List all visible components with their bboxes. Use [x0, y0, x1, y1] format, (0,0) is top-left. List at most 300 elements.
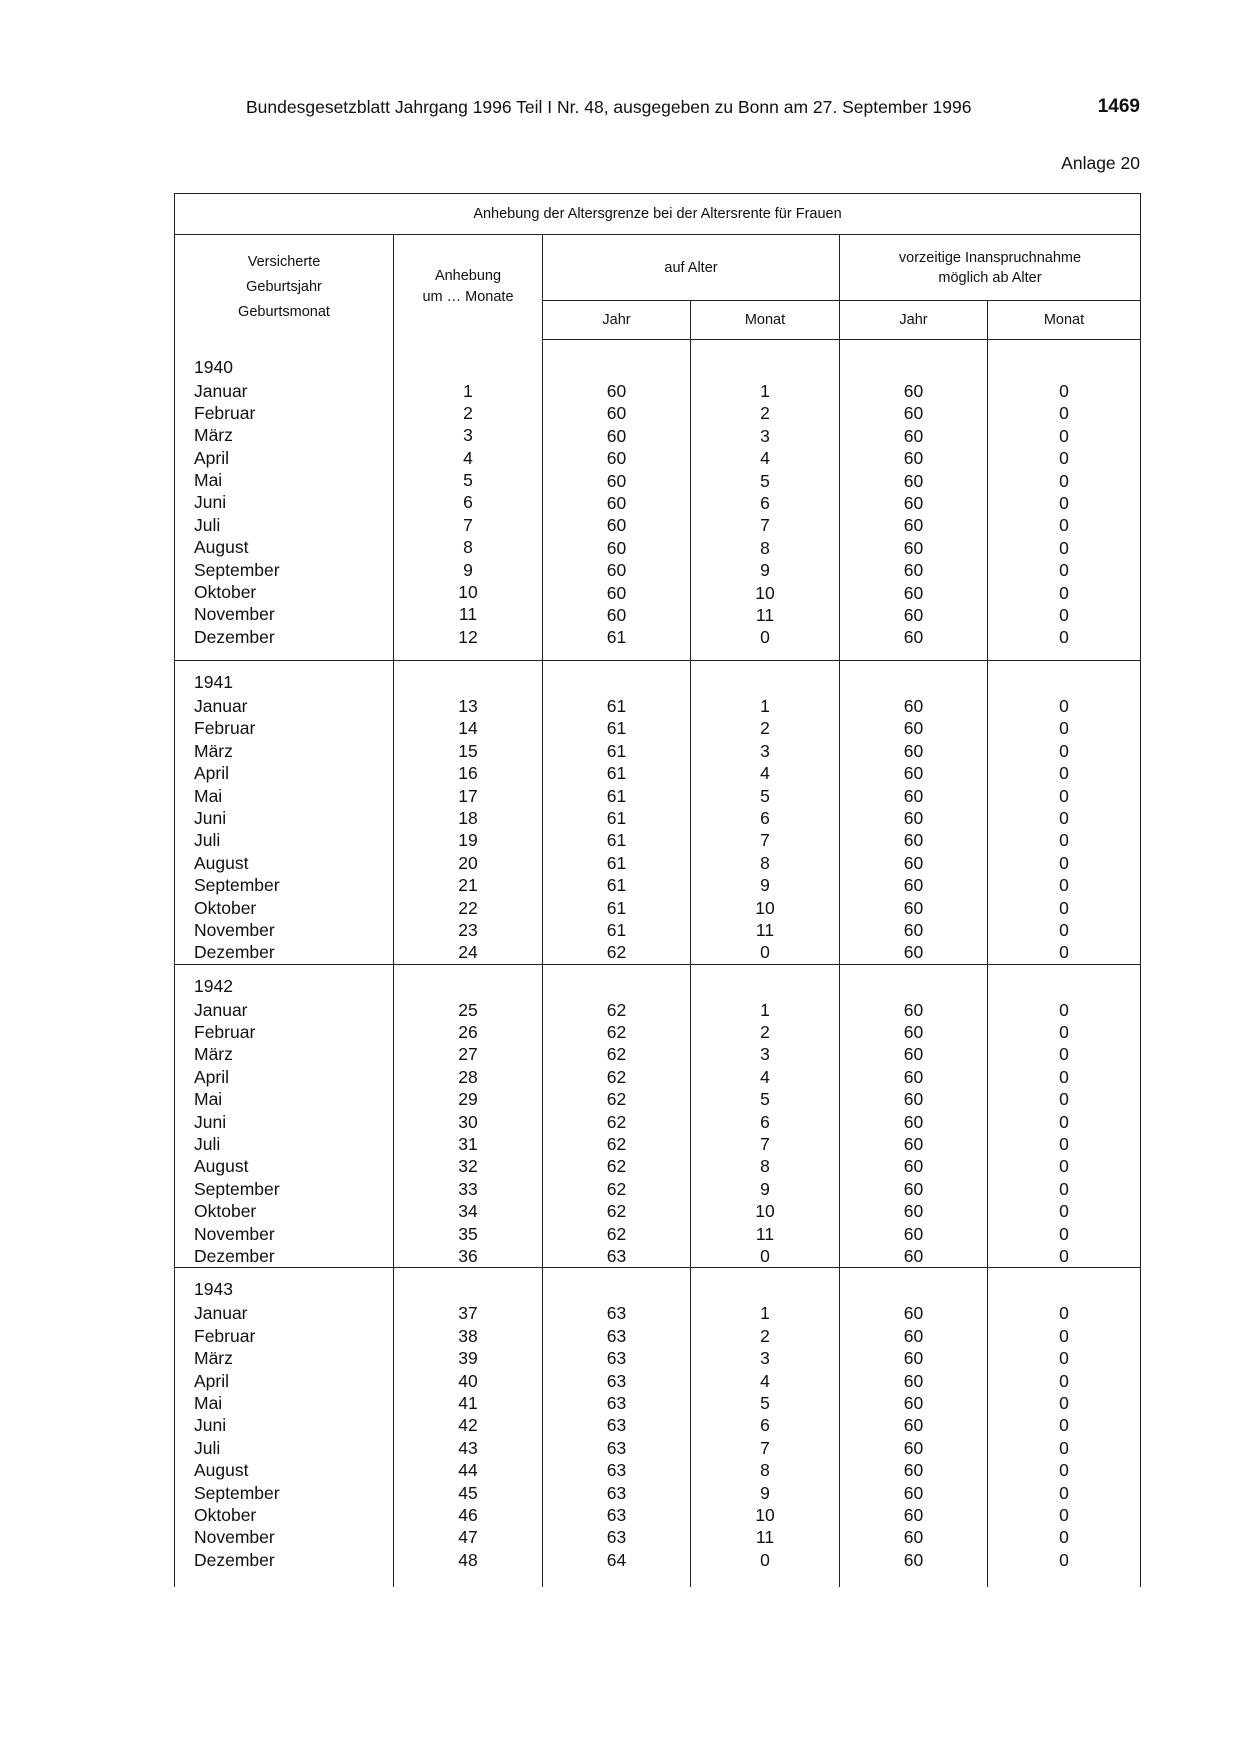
value-cell: 47: [458, 1527, 478, 1548]
month-cell: Februar: [194, 1325, 256, 1346]
value-cell: 0: [760, 627, 770, 648]
value-cell: 60: [903, 1460, 924, 1481]
value-cell: 6: [760, 1415, 770, 1436]
value-cell: 6: [760, 492, 770, 513]
value-cell: 0: [1059, 1392, 1069, 1413]
value-cell: 60: [903, 1549, 924, 1570]
value-cell: 10: [755, 897, 775, 918]
year-label: 1941: [194, 672, 233, 692]
col-vorzeitig-monat: [988, 964, 1141, 1268]
value-cell: 0: [1059, 1223, 1069, 1244]
value-cell: 8: [760, 1156, 770, 1177]
value-cell: 62: [606, 1022, 627, 1043]
value-cell: 38: [458, 1325, 478, 1346]
value-cell: 6: [760, 807, 770, 828]
value-cell: 0: [1059, 1111, 1069, 1132]
value-cell: 63: [606, 1303, 627, 1324]
col-vorzeitig-jahr: [840, 661, 988, 965]
value-cell: 60: [903, 785, 924, 806]
month-cell: März: [194, 740, 233, 761]
value-cell: 1: [760, 1303, 770, 1324]
value-cell: 60: [903, 1066, 924, 1087]
col-anhebung: [394, 964, 543, 1268]
year-label: 1940: [194, 356, 233, 377]
value-cell: 2: [760, 718, 770, 739]
value-cell: 0: [1059, 537, 1069, 558]
value-cell: 62: [606, 1134, 627, 1155]
value-cell: 60: [903, 1178, 924, 1199]
month-cell: August: [194, 1460, 249, 1481]
value-cell: 46: [458, 1504, 478, 1525]
value-cell: 0: [1059, 1303, 1069, 1324]
value-cell: 11: [458, 604, 478, 625]
month-cell: Juli: [194, 1134, 221, 1155]
header-versicherte: [175, 235, 394, 340]
value-cell: 60: [903, 1134, 924, 1155]
value-cell: 9: [760, 875, 770, 896]
value-cell: 0: [1059, 785, 1069, 806]
value-cell: 60: [903, 537, 924, 558]
value-cell: 0: [1059, 919, 1069, 940]
value-cell: 60: [606, 604, 627, 625]
value-cell: 62: [606, 1178, 627, 1199]
value-cell: 61: [606, 875, 627, 896]
value-cell: 0: [1059, 1089, 1069, 1110]
value-cell: 2: [760, 1022, 770, 1043]
value-cell: 0: [1059, 1178, 1069, 1199]
value-cell: 6: [463, 492, 473, 513]
col-anhebung: [394, 1268, 543, 1588]
value-cell: 0: [1059, 1348, 1069, 1369]
month-cell: April: [194, 1370, 230, 1391]
value-cell: 60: [903, 1201, 924, 1222]
value-cell: 60: [903, 627, 924, 648]
value-cell: 8: [760, 852, 770, 873]
value-cell: 63: [606, 1348, 627, 1369]
value-cell: 60: [903, 492, 924, 513]
header-auf-alter: auf Alter: [543, 235, 840, 301]
value-cell: 60: [903, 1348, 924, 1369]
value-cell: 64: [606, 1549, 627, 1570]
value-cell: 4: [463, 447, 473, 468]
value-cell: 21: [458, 875, 478, 896]
month-cell: August: [194, 1156, 249, 1177]
month-cell: April: [194, 1066, 230, 1087]
value-cell: 60: [903, 470, 924, 491]
value-cell: 60: [606, 582, 627, 603]
value-cell: 60: [606, 492, 627, 513]
value-cell: 60: [903, 604, 924, 625]
col-anhebung: [394, 661, 543, 965]
value-cell: 0: [1059, 942, 1069, 963]
table-title: Anhebung der Altersgrenze bei der Altersrente für Frauen: [175, 194, 1141, 235]
value-cell: 60: [903, 381, 924, 401]
value-cell: 39: [458, 1348, 478, 1369]
value-cell: 63: [606, 1460, 627, 1481]
value-cell: 0: [1059, 1066, 1069, 1087]
month-cell: Dezember: [194, 1245, 275, 1266]
value-cell: 61: [606, 718, 627, 739]
value-cell: 0: [1059, 1549, 1069, 1570]
value-cell: 3: [463, 425, 473, 446]
month-cell: Februar: [194, 1022, 256, 1043]
year-spacer: [543, 973, 690, 999]
value-cell: 63: [606, 1245, 627, 1266]
month-cell: Juni: [194, 807, 227, 828]
month-cell: Oktober: [194, 897, 257, 918]
col-alter-jahr: [543, 661, 691, 965]
month-cell: Juni: [194, 492, 227, 513]
value-cell: 1: [760, 999, 770, 1020]
value-cell: 7: [760, 515, 770, 536]
value-cell: 5: [760, 470, 770, 491]
year-block: [175, 1268, 1141, 1588]
value-cell: 62: [606, 1044, 627, 1065]
col-vorzeitig-jahr: [840, 964, 988, 1268]
value-cell: 0: [1059, 492, 1069, 513]
value-cell: 36: [458, 1245, 478, 1266]
value-cell: 0: [1059, 381, 1069, 401]
value-cell: 60: [903, 740, 924, 761]
value-cell: 0: [1059, 696, 1069, 716]
value-cell: 62: [606, 1201, 627, 1222]
value-cell: 3: [760, 740, 770, 761]
month-cell: Juli: [194, 514, 221, 535]
month-cell: Juli: [194, 830, 221, 851]
value-cell: 60: [903, 807, 924, 828]
value-cell: 0: [1059, 1156, 1069, 1177]
header-vorzeitig: [840, 235, 1141, 301]
month-cell: Februar: [194, 402, 256, 423]
value-cell: 60: [903, 763, 924, 784]
year-spacer: [394, 354, 542, 380]
month-cell: April: [194, 763, 230, 784]
value-cell: 60: [903, 403, 924, 424]
month-cell: September: [194, 559, 280, 580]
value-cell: 60: [606, 560, 627, 581]
month-cell: Juni: [194, 1111, 227, 1132]
col-alter-jahr: [543, 1268, 691, 1588]
value-cell: 61: [606, 696, 627, 716]
value-cell: 0: [1059, 807, 1069, 828]
value-cell: 7: [760, 1134, 770, 1155]
value-cell: 0: [1059, 1460, 1069, 1481]
value-cell: 9: [463, 559, 473, 580]
month-cell: Mai: [194, 1392, 223, 1413]
month-cell: Dezember: [194, 942, 275, 963]
month-cell: Mai: [194, 470, 223, 491]
value-cell: 0: [1059, 1527, 1069, 1548]
value-cell: 1: [760, 696, 770, 716]
value-cell: 8: [760, 537, 770, 558]
value-cell: 5: [760, 1089, 770, 1110]
value-cell: 7: [463, 514, 473, 535]
year-spacer: [840, 669, 987, 695]
col-alter-jahr: [543, 964, 691, 1268]
header-vorzeitig-line2: möglich ab Alter: [938, 269, 1042, 286]
year-spacer: [543, 669, 690, 695]
year-spacer: [988, 1276, 1140, 1302]
value-cell: 12: [458, 626, 478, 647]
value-cell: 61: [606, 897, 627, 918]
value-cell: 37: [458, 1303, 478, 1324]
month-cell: Januar: [194, 999, 248, 1020]
year-spacer: [840, 973, 987, 999]
year-spacer: [394, 669, 542, 695]
value-cell: 63: [606, 1415, 627, 1436]
value-cell: 10: [458, 582, 478, 603]
value-cell: 44: [458, 1460, 478, 1481]
year-spacer: [691, 354, 839, 380]
value-cell: 0: [1059, 604, 1069, 625]
value-cell: 4: [760, 1066, 770, 1087]
value-cell: 60: [903, 1303, 924, 1324]
value-cell: 3: [760, 425, 770, 446]
month-cell: Oktober: [194, 582, 257, 603]
header-vorzeitig-line1: vorzeitige Inanspruchnahme: [898, 249, 1082, 266]
value-cell: 60: [903, 999, 924, 1020]
value-cell: 61: [606, 763, 627, 784]
value-cell: 0: [1059, 515, 1069, 536]
col-vorzeitig-monat: [988, 1268, 1141, 1588]
value-cell: 13: [458, 696, 478, 716]
col-month: [175, 340, 394, 661]
value-cell: 60: [903, 875, 924, 896]
value-cell: 61: [606, 919, 627, 940]
table-body: [175, 340, 1141, 1588]
month-cell: Januar: [194, 1303, 248, 1324]
value-cell: 17: [458, 785, 478, 806]
year-spacer: [543, 354, 690, 380]
value-cell: 43: [458, 1437, 478, 1458]
month-cell: November: [194, 604, 275, 625]
value-cell: 33: [458, 1178, 478, 1199]
value-cell: 5: [760, 785, 770, 806]
year-spacer: [988, 669, 1140, 695]
col-anhebung: [394, 340, 543, 661]
value-cell: 60: [903, 919, 924, 940]
year-block: [175, 964, 1141, 1268]
header-auf-alter-monat: Monat: [691, 301, 840, 340]
retirement-age-table: [174, 193, 1141, 1587]
header-text: Bundesgesetzblatt Jahrgang 1996 Teil I Nr. 48, ausgegeben zu Bonn am 27. September 1996: [246, 97, 972, 117]
value-cell: 0: [1059, 718, 1069, 739]
value-cell: 40: [458, 1370, 478, 1391]
month-cell: Februar: [194, 718, 256, 739]
value-cell: 27: [458, 1044, 478, 1065]
value-cell: 34: [458, 1201, 478, 1222]
value-cell: 0: [1059, 1482, 1069, 1503]
value-cell: 60: [903, 425, 924, 446]
month-cell: März: [194, 1044, 233, 1065]
col-month: [175, 964, 394, 1268]
value-cell: 0: [1059, 1325, 1069, 1346]
value-cell: 0: [1059, 582, 1069, 603]
value-cell: 61: [606, 627, 627, 648]
year-spacer: [840, 1276, 987, 1302]
value-cell: 63: [606, 1392, 627, 1413]
value-cell: 0: [1059, 852, 1069, 873]
month-cell: Mai: [194, 785, 223, 806]
value-cell: 0: [1059, 1022, 1069, 1043]
value-cell: 35: [458, 1223, 478, 1244]
value-cell: 4: [760, 1370, 770, 1391]
value-cell: 0: [1059, 763, 1069, 784]
value-cell: 7: [760, 1437, 770, 1458]
page-header: [246, 97, 1140, 123]
value-cell: 60: [903, 1527, 924, 1548]
value-cell: 60: [903, 1482, 924, 1503]
value-cell: 60: [606, 515, 627, 536]
value-cell: 30: [458, 1111, 478, 1132]
value-cell: 23: [458, 919, 478, 940]
month-cell: September: [194, 875, 280, 896]
col-vorzeitig-jahr: [840, 1268, 988, 1588]
year-spacer: [394, 973, 542, 999]
value-cell: 0: [1059, 448, 1069, 469]
value-cell: 0: [1059, 1437, 1069, 1458]
value-cell: 0: [1059, 627, 1069, 648]
value-cell: 20: [458, 852, 478, 873]
value-cell: 19: [458, 830, 478, 851]
value-cell: 63: [606, 1370, 627, 1391]
value-cell: 0: [760, 942, 770, 963]
year-label: 1942: [194, 975, 233, 996]
month-cell: August: [194, 537, 249, 558]
header-anhebung: [394, 235, 543, 340]
value-cell: 29: [458, 1089, 478, 1110]
value-cell: 0: [1059, 999, 1069, 1020]
value-cell: 6: [760, 1111, 770, 1132]
value-cell: 45: [458, 1482, 478, 1503]
month-cell: Januar: [194, 696, 248, 716]
value-cell: 0: [1059, 1201, 1069, 1222]
value-cell: 62: [606, 1066, 627, 1087]
value-cell: 61: [606, 785, 627, 806]
value-cell: 60: [606, 470, 627, 491]
value-cell: 63: [606, 1527, 627, 1548]
value-cell: 63: [606, 1482, 627, 1503]
value-cell: 48: [458, 1549, 478, 1570]
value-cell: 22: [458, 897, 478, 918]
value-cell: 8: [463, 537, 473, 558]
value-cell: 15: [458, 740, 478, 761]
value-cell: 62: [606, 1223, 627, 1244]
value-cell: 9: [760, 1482, 770, 1503]
value-cell: 60: [903, 1022, 924, 1043]
value-cell: 63: [606, 1437, 627, 1458]
col-month: [175, 661, 394, 965]
value-cell: 60: [903, 1415, 924, 1436]
value-cell: 9: [760, 1178, 770, 1199]
value-cell: 0: [1059, 875, 1069, 896]
col-alter-monat: [691, 340, 840, 661]
month-cell: Dezember: [194, 626, 275, 647]
header-auf-alter-jahr: Jahr: [543, 301, 691, 340]
value-cell: 0: [760, 1245, 770, 1266]
value-cell: 0: [1059, 425, 1069, 446]
value-cell: 0: [1059, 830, 1069, 851]
value-cell: 61: [606, 740, 627, 761]
value-cell: 2: [463, 402, 473, 423]
value-cell: 60: [606, 537, 627, 558]
value-cell: 18: [458, 807, 478, 828]
value-cell: 0: [1059, 1504, 1069, 1525]
col-alter-monat: [691, 661, 840, 965]
value-cell: 62: [606, 1111, 627, 1132]
value-cell: 60: [903, 560, 924, 581]
month-cell: Oktober: [194, 1504, 257, 1525]
month-cell: Juni: [194, 1415, 227, 1436]
value-cell: 16: [458, 763, 478, 784]
value-cell: 11: [755, 604, 775, 625]
year-spacer: [543, 1276, 690, 1302]
month-cell: September: [194, 1482, 280, 1503]
value-cell: 0: [1059, 560, 1069, 581]
year-spacer: [691, 1276, 839, 1302]
value-cell: 41: [458, 1392, 478, 1413]
month-cell: Januar: [194, 380, 248, 401]
month-cell: März: [194, 425, 233, 446]
month-cell: Oktober: [194, 1201, 257, 1222]
value-cell: 63: [606, 1325, 627, 1346]
header-anhebung-line2: um … Monate: [422, 289, 514, 306]
value-cell: 11: [755, 919, 775, 940]
value-cell: 5: [760, 1392, 770, 1413]
value-cell: 60: [903, 1504, 924, 1525]
value-cell: 31: [458, 1134, 478, 1155]
month-cell: Dezember: [194, 1549, 275, 1570]
header-vorzeitig-monat: Monat: [988, 301, 1141, 340]
value-cell: 10: [755, 582, 775, 603]
year-spacer: [988, 354, 1140, 380]
month-cell: Mai: [194, 1089, 223, 1110]
page-number: 1469: [1097, 96, 1140, 117]
year-spacer: [394, 1276, 542, 1302]
value-cell: 2: [760, 403, 770, 424]
value-cell: 60: [903, 897, 924, 918]
col-month: [175, 1268, 394, 1588]
value-cell: 60: [903, 1089, 924, 1110]
value-cell: 60: [903, 1223, 924, 1244]
value-cell: 32: [458, 1156, 478, 1177]
value-cell: 24: [458, 942, 478, 963]
value-cell: 0: [1059, 740, 1069, 761]
col-vorzeitig-monat: [988, 661, 1141, 965]
value-cell: 5: [463, 470, 473, 491]
month-cell: September: [194, 1178, 280, 1199]
value-cell: 1: [463, 380, 473, 401]
value-cell: 60: [903, 1325, 924, 1346]
value-cell: 62: [606, 1089, 627, 1110]
year-spacer: [840, 354, 987, 380]
year-spacer: [691, 973, 839, 999]
value-cell: 2: [760, 1325, 770, 1346]
value-cell: 60: [606, 425, 627, 446]
value-cell: 0: [1059, 403, 1069, 424]
value-cell: 62: [606, 999, 627, 1020]
value-cell: 61: [606, 852, 627, 873]
value-cell: 60: [903, 942, 924, 963]
value-cell: 0: [1059, 1370, 1069, 1391]
value-cell: 0: [1059, 1415, 1069, 1436]
value-cell: 7: [760, 830, 770, 851]
value-cell: 0: [760, 1549, 770, 1570]
value-cell: 10: [755, 1504, 775, 1525]
value-cell: 11: [755, 1527, 775, 1548]
month-cell: November: [194, 919, 275, 940]
header-versicherte-line3: Geburtsmonat: [238, 303, 330, 320]
